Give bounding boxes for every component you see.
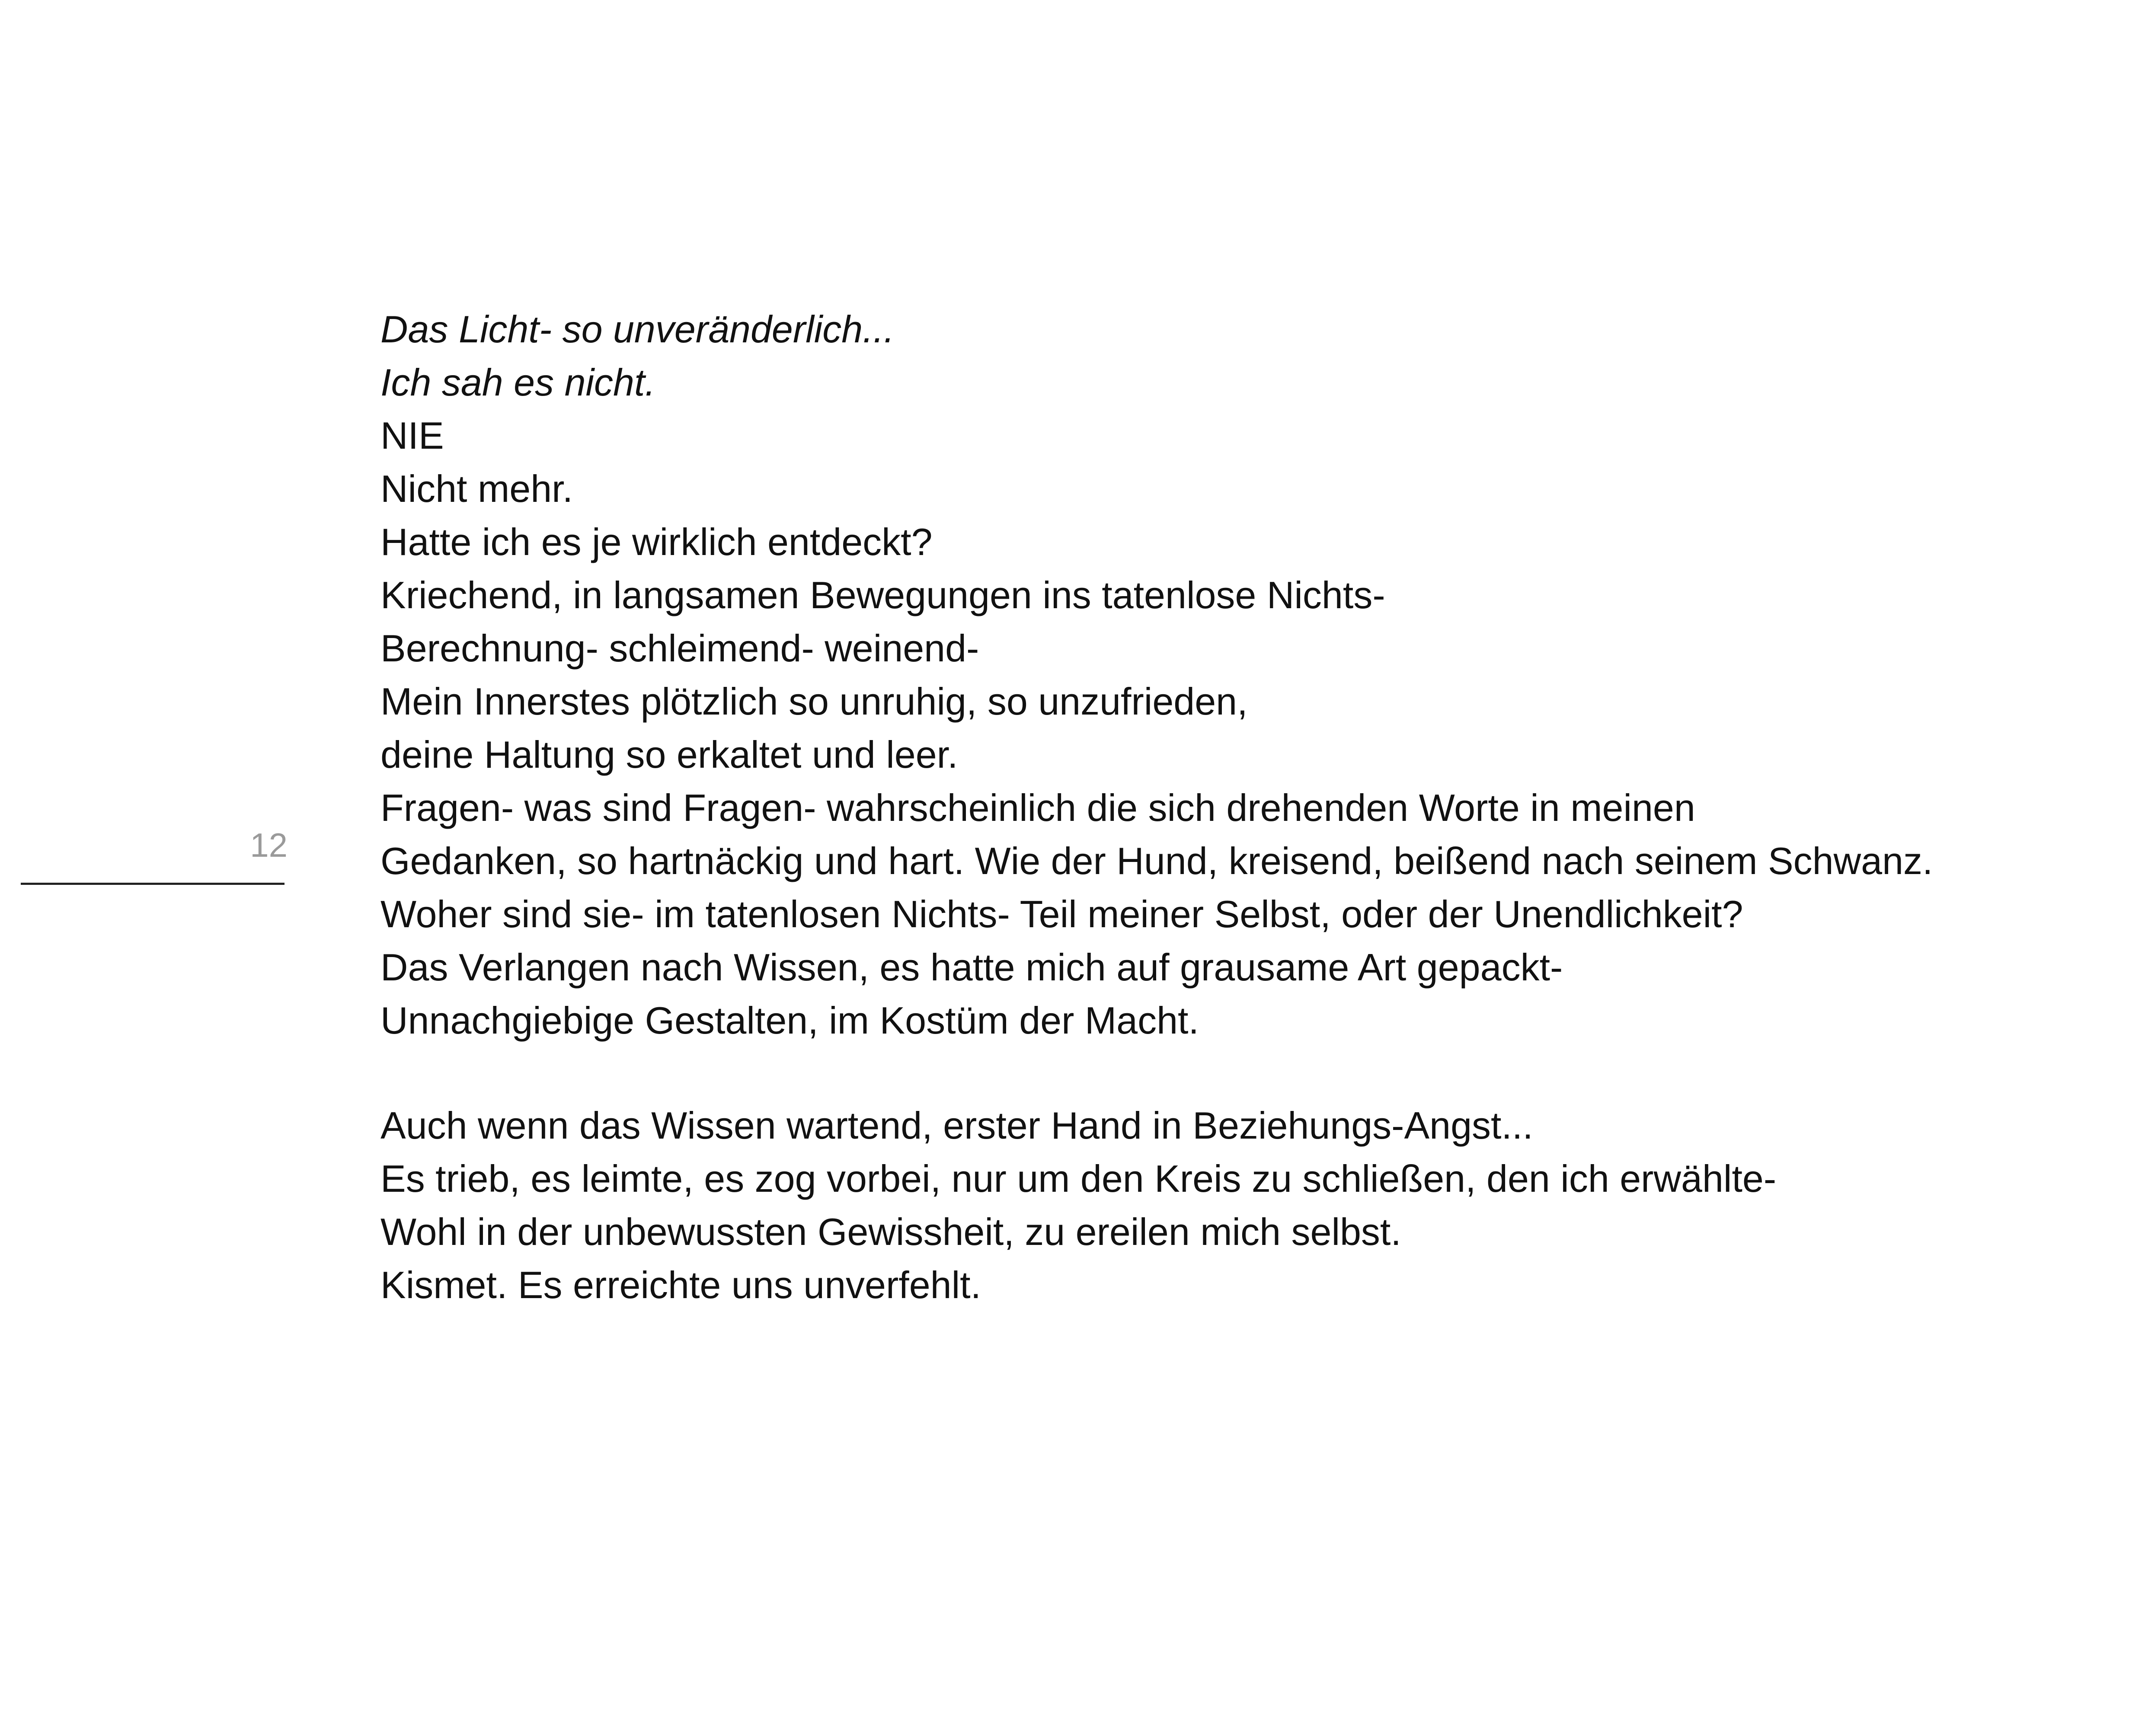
poem-line: Wohl in der unbewussten Gewissheit, zu ereilen mich selbst. (380, 1210, 1401, 1253)
poem-line: Gedanken, so hartnäckig und hart. Wie der Hund, kreisend, beißend nach seinem Schwanz. (380, 839, 1933, 882)
poem-line: Berechnung- schleimend- weinend- (380, 627, 979, 670)
poem-line: Das Licht- so unveränderlich... (380, 308, 895, 351)
poem-line: Es trieb, es leimte, es zog vorbei, nur um den Kreis zu schließen, den ich erwählte- (380, 1157, 1777, 1200)
poem-line: Das Verlangen nach Wissen, es hatte mich auf grausame Art gepackt- (380, 946, 1563, 989)
poem-line: NIE (380, 414, 444, 457)
poem-line: Nicht mehr. (380, 467, 573, 510)
poem-line: Auch wenn das Wissen wartend, erster Hand in Beziehungs-Angst... (380, 1104, 1533, 1147)
page-number: 12 (250, 826, 288, 864)
poem-line: Unnachgiebige Gestalten, im Kostüm der Macht. (380, 999, 1199, 1042)
poem-line: Kriechend, in langsamen Bewegungen ins tatenlose Nichts- (380, 574, 1385, 616)
poem-text (380, 303, 2067, 1312)
poem-line: Ich sah es nicht. (380, 361, 655, 404)
poem-line: Hatte ich es je wirklich entdeckt? (380, 520, 933, 563)
stanza-break (380, 1047, 2067, 1099)
margin-rule (21, 883, 285, 885)
poem-line: Fragen- was sind Fragen- wahrscheinlich die sich drehenden Worte in meinen (380, 786, 1695, 829)
poem-line: Mein Innerstes plötzlich so unruhig, so unzufrieden, (380, 680, 1248, 723)
poem-line: Woher sind sie- im tatenlosen Nichts- Teil meiner Selbst, oder der Unendlichkeit? (380, 893, 1743, 935)
poem-line: Kismet. Es erreichte uns unverfehlt. (380, 1264, 981, 1306)
poem-line: deine Haltung so erkaltet und leer. (380, 733, 958, 776)
